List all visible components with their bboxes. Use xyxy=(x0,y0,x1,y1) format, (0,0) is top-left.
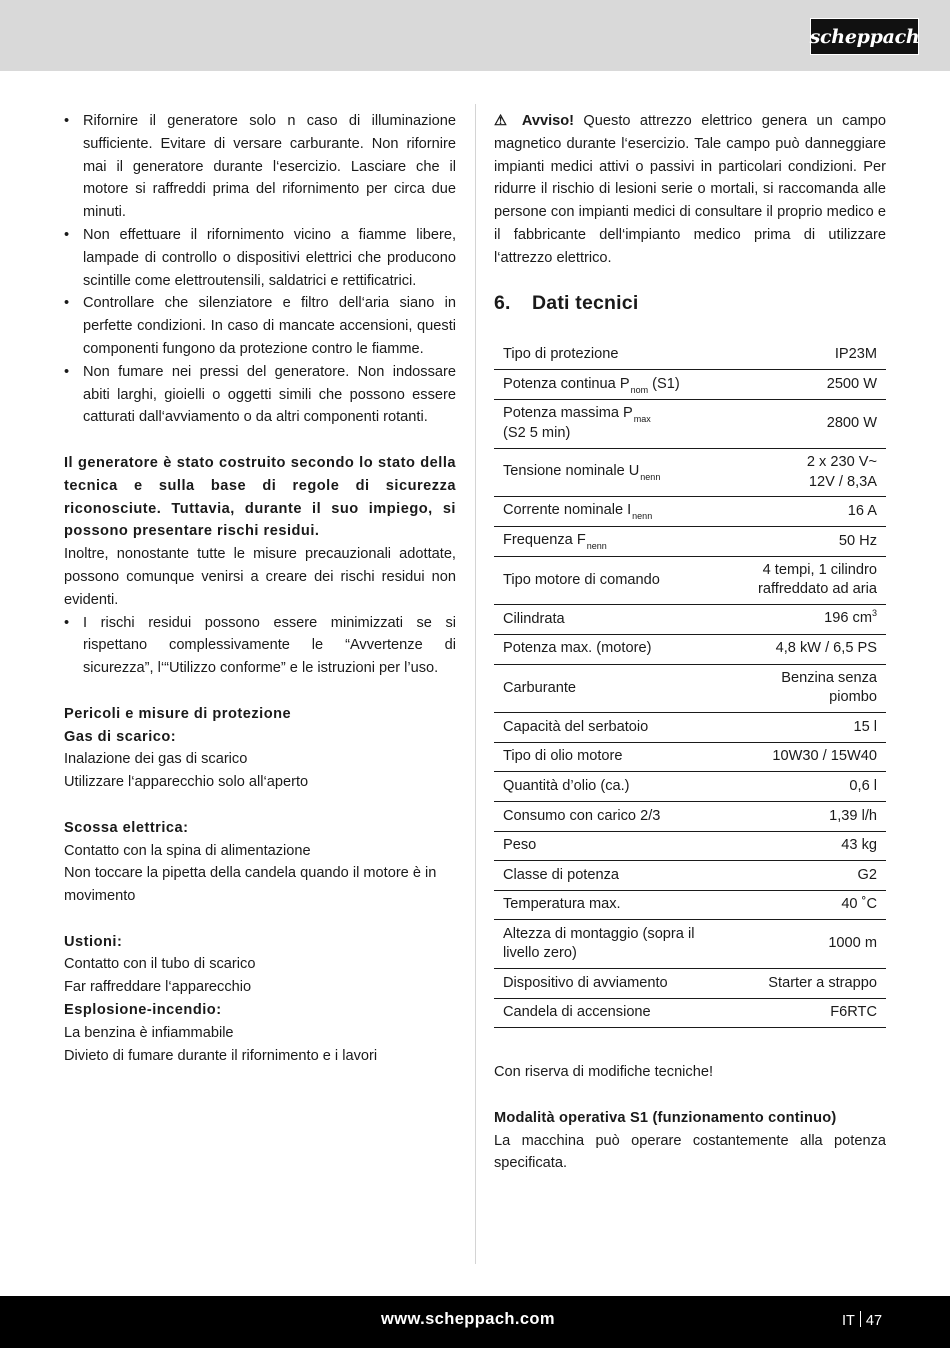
list-item: • Non effettuare il rifornimento vicino a fiamme libere, lampade di controllo o dispositivi elettrici che producono scintille come elettroutensili, saldatrici e rettificatrici. xyxy=(64,224,456,292)
spec-value: 40 ˚C xyxy=(704,890,886,920)
spec-label: Potenza max. (motore) xyxy=(494,634,704,664)
table-row xyxy=(494,448,886,497)
hazards-title: Pericoli e misure di protezione xyxy=(64,705,292,722)
table-row xyxy=(494,772,886,802)
spec-value: Benzina senza piombo xyxy=(704,664,886,713)
warning-text: Questo attrezzo elettrico genera un campo magnetico durante l‘esercizio. Tale campo può danneggiare impianti medici attivi o passivi in particolari condizioni. Per ridurre il rischio di lesioni serie o mortali, si raccomanda alle persone con impianti medici di consultare il proprio medico e il fabbricante dell‘impianto medico prima di utilizzare l‘attrezzo elettrico. xyxy=(494,113,886,266)
spec-value: 43 kg xyxy=(704,831,886,861)
right-column xyxy=(494,110,886,1175)
spec-value: 4 tempi, 1 cilindro raffreddato ad aria xyxy=(704,556,886,605)
residual-risks-text: Inoltre, nonostante tutte le misure precauzionali adottate, possono comunque venirsi a creare dei rischi residui non evidenti. xyxy=(64,546,456,608)
spec-value: 2500 W xyxy=(704,370,886,400)
spec-value: 196 $cm^3$ xyxy=(704,605,886,635)
warning-paragraph xyxy=(494,110,886,270)
shock-line: Non toccare la pipetta della candela quando il motore è in movimento xyxy=(64,865,437,905)
spec-value: 15 l xyxy=(704,713,886,743)
spec-value: G2 xyxy=(704,861,886,891)
table-row xyxy=(494,664,886,713)
spec-value: 4,8 kW / 6,5 PS xyxy=(704,634,886,664)
table-row xyxy=(494,713,886,743)
table-row xyxy=(494,801,886,831)
spec-value: F6RTC xyxy=(704,998,886,1028)
burn-line: Far raffreddare l‘apparecchio xyxy=(64,979,252,996)
column-divider xyxy=(475,104,476,1264)
list-item: • I rischi residui possono essere minimizzati se si rispettano complessivamente le “Avvertenze di sicurezza”, l‘“Utilizzo conforme” e le istruzioni per l’uso. xyxy=(64,612,456,680)
spec-label: Quantità d’olio (ca.) xyxy=(494,772,704,802)
safety-bullets xyxy=(64,110,456,429)
left-column xyxy=(64,110,456,1067)
table-row xyxy=(494,861,886,891)
reserve-note: Con riserva di modifiche tecniche! xyxy=(494,1064,714,1081)
spec-value: 10W30 / 15W40 xyxy=(704,742,886,772)
spec-label: Dispositivo di avviamento xyxy=(494,969,704,999)
residual-bullets xyxy=(64,612,456,680)
spec-label: Consumo con carico 2/3 xyxy=(494,801,704,831)
fire-title: Esplosione-incendio: xyxy=(64,1002,222,1019)
spec-value: 2800 W xyxy=(704,400,886,449)
table-row xyxy=(494,605,886,635)
table-row xyxy=(494,831,886,861)
spec-value: IP23M xyxy=(704,340,886,370)
spec-value: Starter a strappo xyxy=(704,969,886,999)
spec-label: Potenza continua $P_{nom}$ (S1) xyxy=(494,370,704,400)
table-row xyxy=(494,527,886,557)
section-title xyxy=(494,292,886,315)
fire-line: La benzina è infiammabile xyxy=(64,1024,234,1041)
section-title-text: Dati tecnici xyxy=(532,291,639,314)
table-row xyxy=(494,497,886,527)
spec-label: Candela di accensione xyxy=(494,998,704,1028)
burn-line: Contatto con il tubo di scarico xyxy=(64,956,256,973)
spec-label: Classe di potenza xyxy=(494,861,704,891)
list-item: • Controllare che silenziatore e filtro dell‘aria siano in perfette condizioni. In caso di mancate accensioni, questi componenti fungono da protezione contro le fiamme. xyxy=(64,292,456,360)
table-row xyxy=(494,890,886,920)
table-row xyxy=(494,370,886,400)
fire-line: Divieto di fumare durante il rifornimento e i lavori xyxy=(64,1047,378,1064)
spec-label: Altezza di montaggio (sopra il livello zero) xyxy=(494,920,704,969)
spec-label: Frequenza $F_{nenn}$ xyxy=(494,527,704,557)
spec-value: 2 x 230 V~ 12V / 8,3A xyxy=(704,448,886,497)
spec-label: Cilindrata xyxy=(494,605,704,635)
spec-label: Tipo motore di comando xyxy=(494,556,704,605)
table-row xyxy=(494,920,886,969)
mode-title: Modalità operativa S1 (funzionamento continuo) xyxy=(494,1109,837,1126)
spec-label: Capacità del serbatoio xyxy=(494,713,704,743)
spec-value: 1000 m xyxy=(704,920,886,969)
spec-label: Peso xyxy=(494,831,704,861)
spec-table xyxy=(494,340,886,1028)
page-num: 47 xyxy=(865,1313,883,1329)
table-row xyxy=(494,634,886,664)
spec-value: 0,6 l xyxy=(704,772,886,802)
list-item: • Non fumare nei pressi del generatore. Non indossare abiti larghi, gioielli o oggetti simili che possono essere catturati dall‘avviamento o da altri componenti rotanti. xyxy=(64,361,456,429)
spec-value: 16 A xyxy=(704,497,886,527)
language-code: IT xyxy=(842,1313,855,1329)
spec-label: Temperatura max. xyxy=(494,890,704,920)
website-link[interactable]: www.scheppach.com xyxy=(381,1310,555,1328)
spec-label: Tensione nominale $U_{nenn}$ xyxy=(494,448,704,497)
list-item: • Rifornire il generatore solo n caso di illuminazione sufficiente. Evitare di versare carburante. Non rifornire mai il generatore durante l‘esercizio. Lasciare che il motore si raffreddi prima del rifornimento per circa due minuti. xyxy=(64,110,456,224)
page-footer xyxy=(0,1296,950,1348)
spec-label: Tipo di olio motore xyxy=(494,742,704,772)
warning-label: Avviso! xyxy=(521,113,575,129)
spec-value: 1,39 l/h xyxy=(704,801,886,831)
spec-value: 50 Hz xyxy=(704,527,886,557)
gas-line: Inalazione dei gas di scarico xyxy=(64,751,248,768)
mode-text: La macchina può operare costantemente alla potenza specificata. xyxy=(494,1132,886,1172)
table-row xyxy=(494,742,886,772)
page-header xyxy=(0,0,950,71)
spec-label: Potenza massima $P_{max}$ (S2 5 min) xyxy=(494,400,704,449)
burn-title: Ustioni: xyxy=(64,933,123,950)
page-number xyxy=(842,1311,882,1329)
gas-line: Utilizzare l‘apparecchio solo all‘aperto xyxy=(64,774,309,791)
section-number: 6. xyxy=(494,291,511,314)
scheppach-logo: scheppach xyxy=(810,18,919,55)
table-row xyxy=(494,340,886,370)
warning-triangle-icon: ⚠ xyxy=(494,113,513,129)
shock-title: Scossa elettrica: xyxy=(64,819,189,836)
shock-line: Contatto con la spina di alimentazione xyxy=(64,842,311,859)
residual-risks-bold: Il generatore è stato costruito secondo lo stato della tecnica e sulla base di regole di sicurezza riconosciute. Tuttavia, durante il suo impiego, si possono presentare rischi residui. xyxy=(64,454,456,540)
table-row xyxy=(494,969,886,999)
spec-label: Tipo di protezione xyxy=(494,340,704,370)
gas-title: Gas di scarico: xyxy=(64,728,177,745)
table-row xyxy=(494,400,886,449)
table-row xyxy=(494,556,886,605)
table-row xyxy=(494,998,886,1028)
spec-label: Carburante xyxy=(494,664,704,713)
spec-label: Corrente nominale $I_{nenn}$ xyxy=(494,497,704,527)
